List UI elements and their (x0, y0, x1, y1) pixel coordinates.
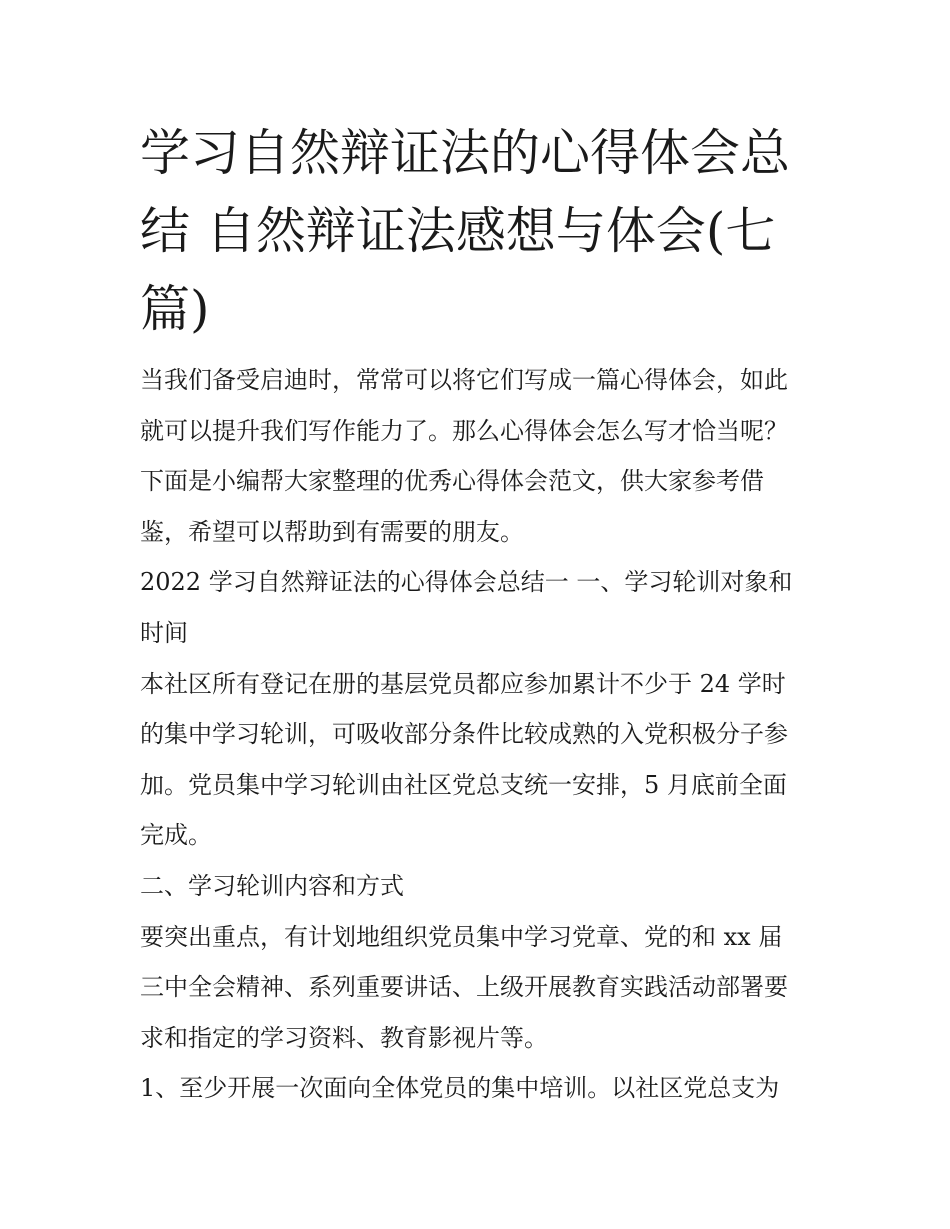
text-line: 的集中学习轮训，可吸收部分条件比较成熟的入党积极分子参 (140, 720, 788, 749)
body-paragraph (140, 912, 830, 1064)
text-line: 1、至少开展一次面向全体党员的集中培训。以社区党总支为 (140, 1074, 780, 1103)
list-item-paragraph (140, 1063, 830, 1114)
text-line: 就可以提升我们写作能力了。那么心得体会怎么写才恰当呢？ (140, 416, 788, 445)
title-line: 结 自然辩证法感想与体会(七 (140, 202, 776, 260)
document-title (140, 114, 820, 348)
text-line: 加。党员集中学习轮训由社区党总支统一安排，5 月底前全面 (140, 770, 787, 799)
text-line: 2022 学习自然辩证法的心得体会总结一 一、学习轮训对象和 (140, 568, 793, 597)
text-line: 完成。 (140, 821, 212, 850)
text-line: 当我们备受启迪时，常常可以将它们写成一篇心得体会，如此 (140, 366, 788, 394)
section-heading-paragraph (140, 557, 830, 658)
text-line: 时间 (140, 618, 188, 647)
text-line: 三中全会精神、系列重要讲话、上级开展教育实践活动部署要 (140, 973, 788, 1002)
text-line: 二、学习轮训内容和方式 (140, 871, 404, 900)
text-line: 鉴，希望可以帮助到有需要的朋友。 (140, 517, 524, 546)
document-body (140, 355, 830, 1114)
text-line: 要突出重点，有计划地组织党员集中学习党章、党的和 xx 届 (140, 922, 783, 951)
intro-paragraph (140, 355, 830, 557)
title-line: 篇) (140, 280, 210, 338)
text-line: 求和指定的学习资料、教育影视片等。 (140, 1023, 548, 1052)
text-line: 下面是小编帮大家整理的优秀心得体会范文，供大家参考借 (140, 467, 764, 496)
section-heading-paragraph (140, 861, 830, 912)
title-line: 学习自然辩证法的心得体会总 (140, 124, 790, 182)
text-line: 本社区所有登记在册的基层党员都应参加累计不少于 24 学时 (140, 669, 786, 698)
body-paragraph (140, 659, 830, 861)
